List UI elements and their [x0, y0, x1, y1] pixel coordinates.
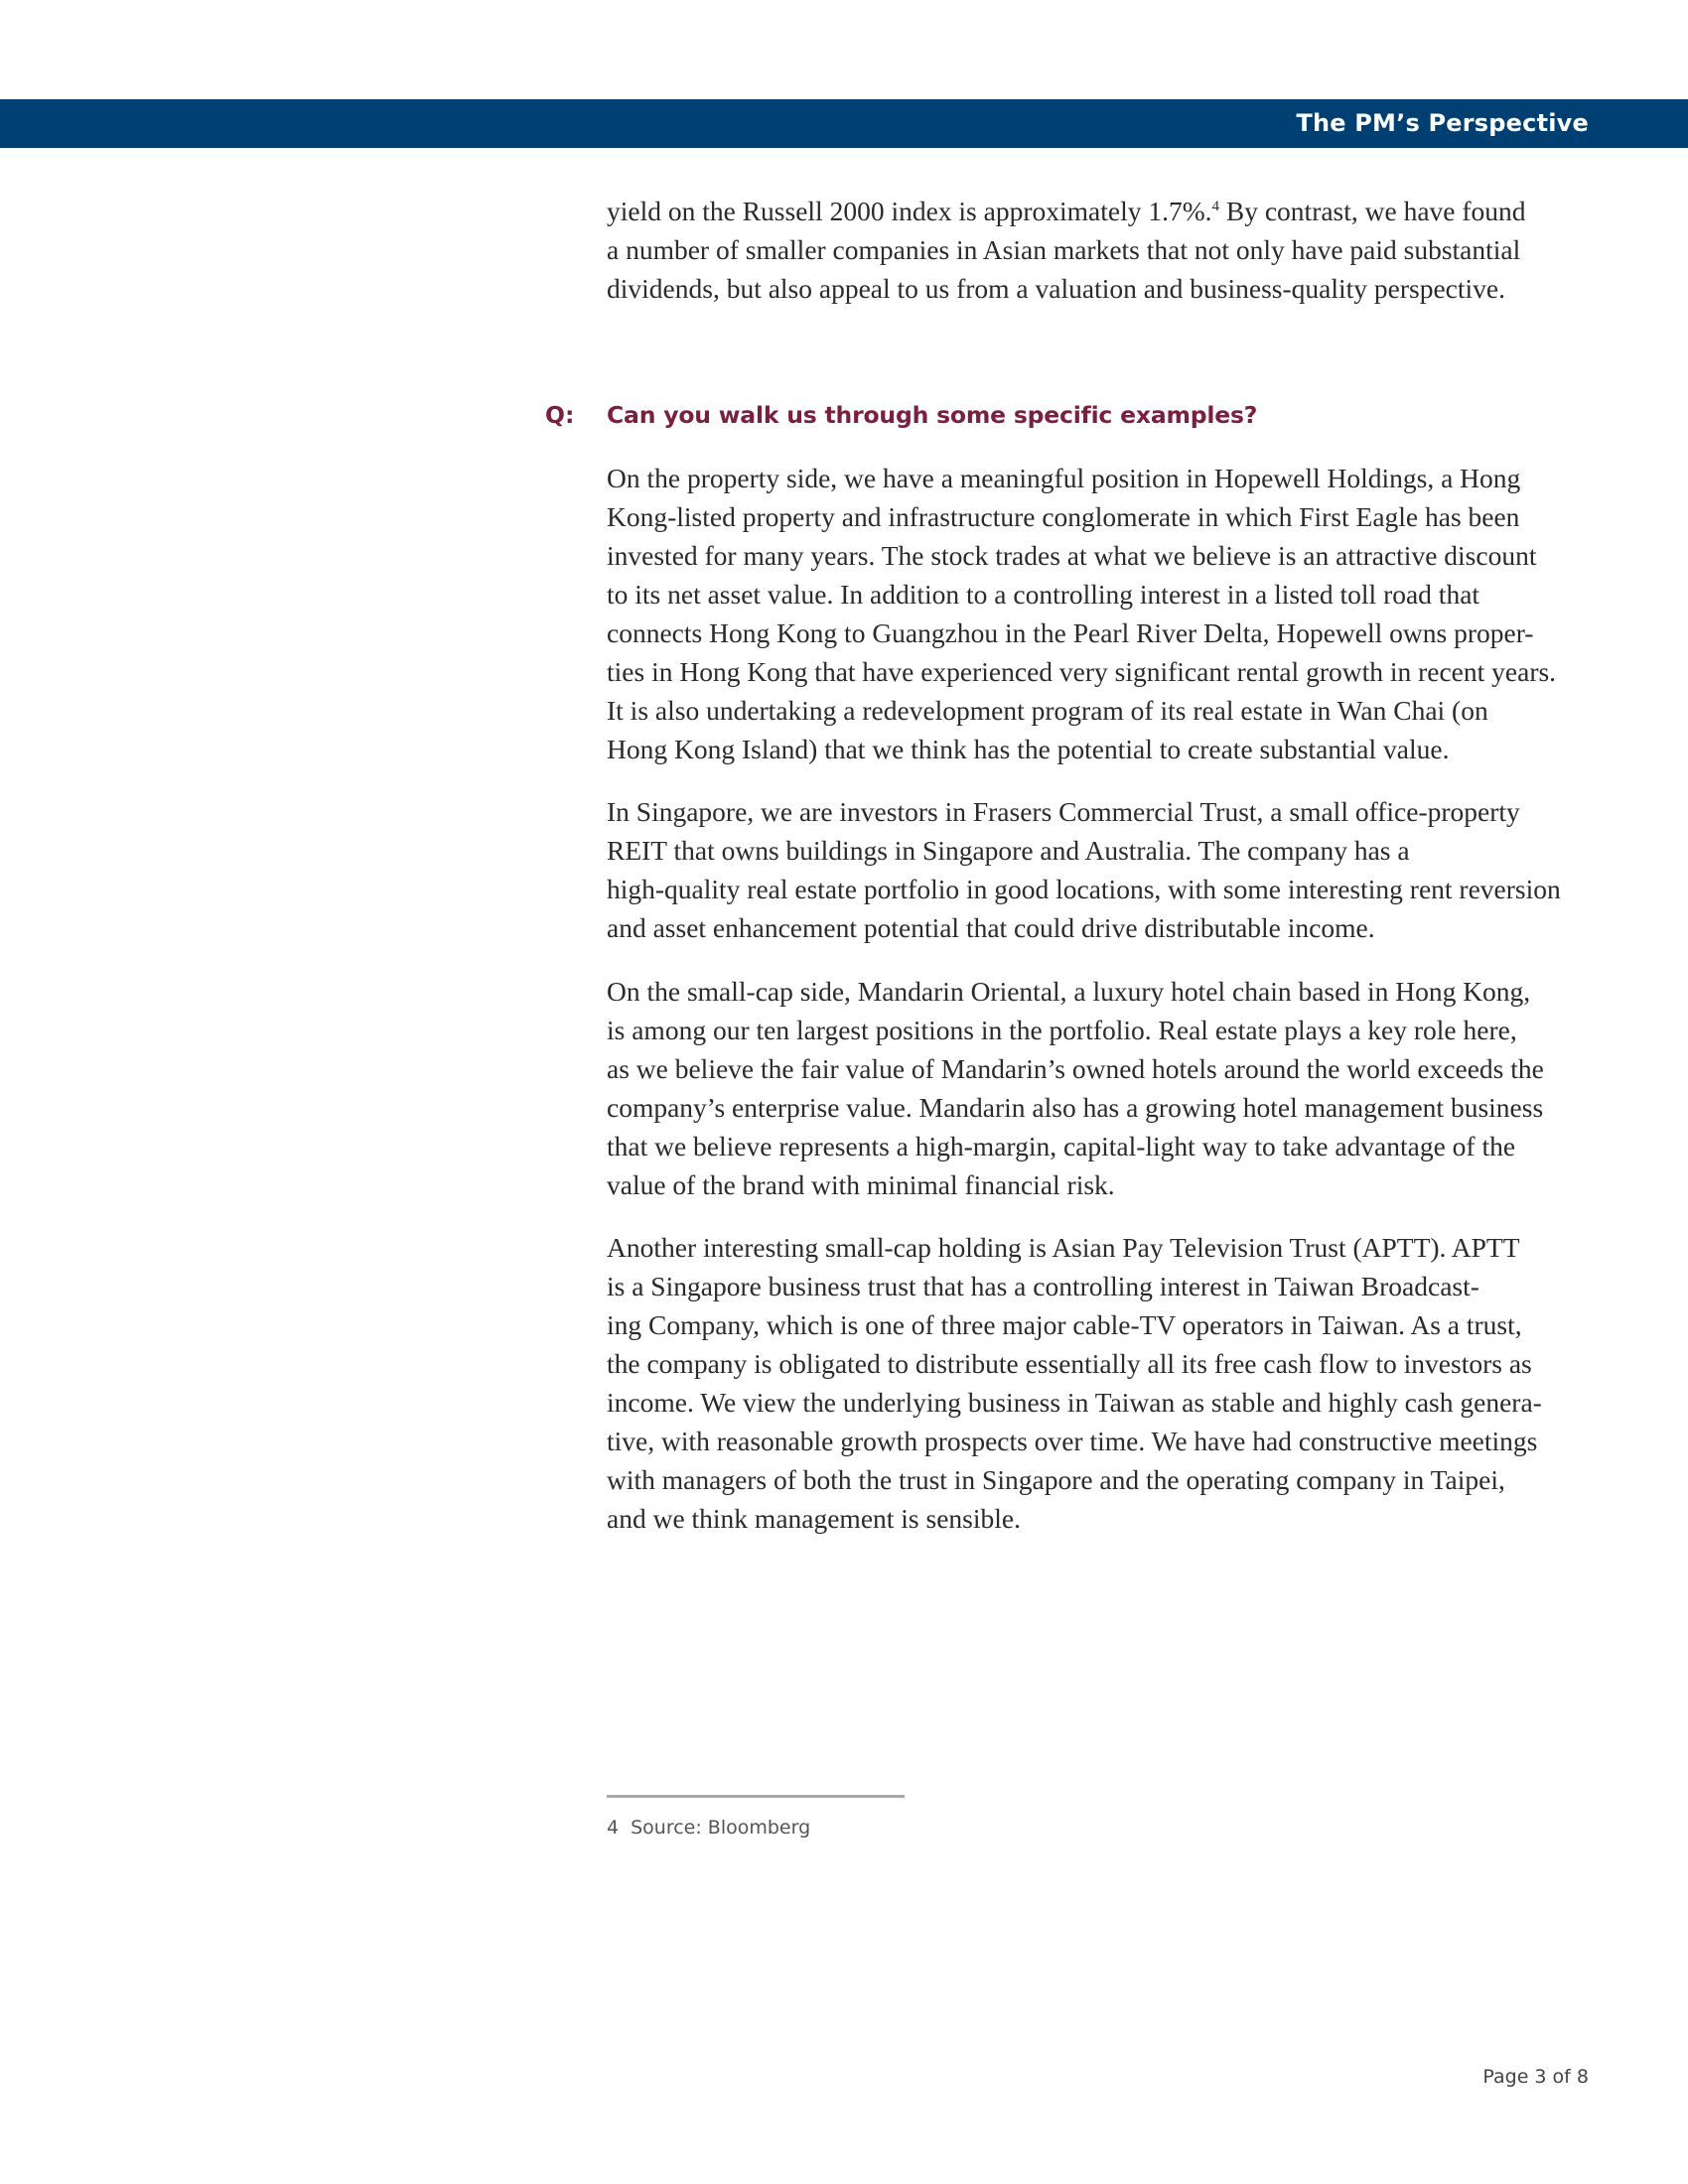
answer-line: and asset enhancement potential that could drive distributable income. [607, 912, 1375, 943]
answer-line: high-quality real estate portfolio in good locations, with some interesting rent reversion [607, 874, 1561, 904]
answer-line: ties in Hong Kong that have experienced very significant rental growth in recent years. [607, 656, 1557, 687]
intro-paragraph [607, 192, 1600, 308]
answer-line: connects Hong Kong to Guangzhou in the Pearl River Delta, Hopewell owns proper- [607, 617, 1534, 648]
intro-line-text: yield on the Russell 2000 index is approximately 1.7%. [607, 196, 1212, 226]
answer-paragraph-mandarin [607, 972, 1600, 1204]
answer-line: tive, with reasonable growth prospects over time. We have had constructive meetings [607, 1426, 1538, 1456]
answer-line: is among our ten largest positions in the portfolio. Real estate plays a key role here, [607, 1015, 1517, 1045]
answer-line: REIT that owns buildings in Singapore and Australia. The company has a [607, 835, 1410, 866]
answer-line: On the small-cap side, Mandarin Oriental, a luxury hotel chain based in Hong Kong, [607, 976, 1531, 1007]
question-text: Can you walk us through some specific examples? [607, 401, 1258, 429]
intro-line [607, 192, 1600, 230]
answer-line: company’s enterprise value. Mandarin also has a growing hotel management business [607, 1092, 1544, 1123]
intro-line-tail: By contrast, we have found [1219, 196, 1526, 226]
header-band [0, 99, 1688, 148]
answer-line: Kong-listed property and infrastructure conglomerate in which First Eagle has been [607, 501, 1520, 532]
answer-line: value of the brand with minimal financial risk. [607, 1169, 1115, 1200]
answer-line: It is also undertaking a redevelopment program of its real estate in Wan Chai (on [607, 695, 1488, 726]
footnote-divider [607, 1795, 905, 1798]
answer-line: with managers of both the trust in Singapore and the operating company in Taipei, [607, 1464, 1505, 1495]
answer-line: ing Company, which is one of three major cable-TV operators in Taiwan. As a trust, [607, 1309, 1522, 1340]
page-number: Page 3 of 8 [1482, 2066, 1589, 2088]
section-title: The PM’s Perspective [1296, 109, 1589, 137]
answer-line: to its net asset value. In addition to a controlling interest in a listed toll road that [607, 579, 1480, 610]
answer-line: and we think management is sensible. [607, 1503, 1021, 1534]
footnote-reference: 4 [1211, 199, 1219, 214]
answer-line: In Singapore, we are investors in Frasers Commercial Trust, a small office-property [607, 796, 1520, 827]
intro-line: dividends, but also appeal to us from a valuation and business-quality perspective. [607, 273, 1506, 304]
answer-line: On the property side, we have a meaningful position in Hopewell Holdings, a Hong [607, 463, 1521, 493]
footnote-number: 4 [607, 1817, 620, 1839]
answer-line: Another interesting small-cap holding is Asian Pay Television Trust (APTT). APTT [607, 1232, 1520, 1263]
answer-paragraph-aptt [607, 1228, 1600, 1538]
answer-line: the company is obligated to distribute essentially all its free cash flow to investors as [607, 1348, 1532, 1379]
answer-line: invested for many years. The stock trades at what we believe is an attractive discount [607, 540, 1537, 571]
answer-line: is a Singapore business trust that has a controlling interest in Taiwan Broadcast- [607, 1271, 1479, 1301]
footnote-text: Source: Bloomberg [631, 1817, 811, 1839]
answer-line: income. We view the underlying business in Taiwan as stable and highly cash genera- [607, 1387, 1542, 1418]
answer-line: that we believe represents a high-margin, capital-light way to take advantage of the [607, 1131, 1516, 1161]
intro-line: a number of smaller companies in Asian markets that not only have paid substantial [607, 234, 1521, 265]
answer-paragraph-hopewell [607, 459, 1600, 768]
answer-paragraph-frasers [607, 792, 1600, 947]
answer-line: Hong Kong Island) that we think has the potential to create substantial value. [607, 734, 1450, 764]
answer-line: as we believe the fair value of Mandarin’s owned hotels around the world exceeds the [607, 1053, 1544, 1084]
question-label: Q: [545, 401, 575, 429]
footnote [607, 1813, 810, 1843]
